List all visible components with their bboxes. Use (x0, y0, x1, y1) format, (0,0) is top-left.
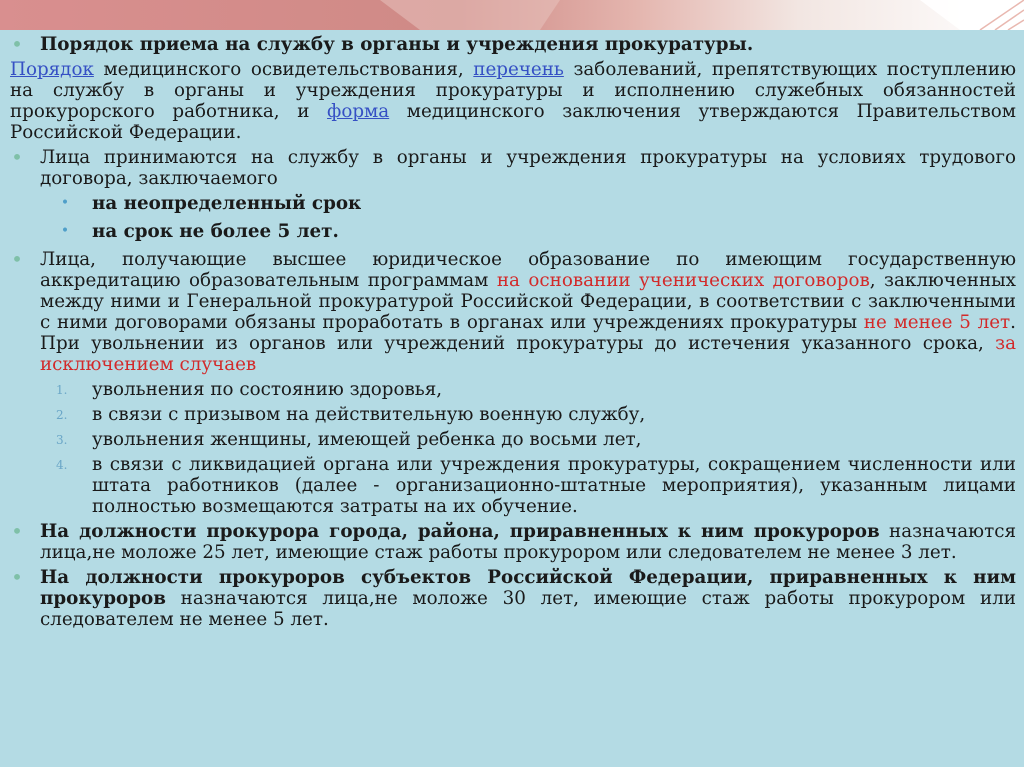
bold-text-fragment: На должности прокуроров субъектов Российской Федерации, приравненных к ним прокуроров (40, 567, 1016, 609)
employment-contract-text: Лица принимаются на службу в органы и учреждения прокуратуры на условиях трудового договора, заключаемого (40, 147, 1016, 189)
bullet-item-employment-contract (10, 147, 1016, 189)
item-text: увольнения по состоянию здоровья, (92, 379, 443, 400)
bullet-icon: • (11, 247, 23, 271)
numbered-item (10, 454, 1016, 517)
bullet-icon: • (11, 565, 23, 589)
numbered-item (10, 379, 1016, 400)
bold-text-fragment: На должности прокурора города, района, приравненных к ним прокуроров (40, 521, 880, 542)
paragraph-medical-exam (10, 59, 1016, 143)
sub-bullet-icon: • (60, 223, 70, 239)
text-fragment: назначаются лица,не моложе 30 лет, имеющие стаж работы прокурором или следователем не менее 5 лет. (40, 588, 1016, 630)
bullet-item-city-prosecutor (10, 521, 1016, 563)
item-number: 4. (56, 458, 68, 472)
item-text: в связи с призывом на действительную военную службу, (92, 404, 646, 425)
red-text-fragment: за исключением случаев (40, 333, 1016, 375)
item-text: в связи с ликвидацией органа или учреждения прокуратуры, сокращением численности или штата работников (далее - организационно-штатные мероприятия), указанным лицами полностью возмещаются затраты на их обучение. (92, 454, 1016, 517)
numbered-item (10, 404, 1016, 425)
procedure-title: Порядок приема на службу в органы и учреждения прокуратуры. (40, 34, 754, 55)
bullet-item-regional-prosecutor (10, 567, 1016, 630)
link-form[interactable]: форма (327, 101, 390, 122)
decorative-stripe (380, 0, 560, 30)
red-text-fragment: не менее 5 лет (863, 312, 1011, 333)
red-text-fragment: на основании ученических договоров (496, 270, 870, 291)
decorative-stripe (920, 0, 1024, 30)
item-number: 3. (56, 433, 68, 447)
sub-bullet-item (10, 221, 1016, 242)
bullet-icon: • (11, 145, 23, 169)
bullet-item-students (10, 249, 1016, 375)
text-fragment: заболеваний, препятствующих поступлению на службу в органы и учреждения прокуратуры и исполнению служебных обязанностей прокурорского работника, и (10, 59, 1016, 122)
item-number: 1. (56, 383, 68, 397)
link-procedure[interactable]: Порядок (10, 59, 94, 80)
text-fragment: . При увольнении из органов или учреждений прокуратуры до истечения указанного срока, (40, 312, 1016, 354)
text-fragment: Лица, получающие высшее юридическое образование по имеющим государственную аккредитацию образовательным программам (40, 249, 1016, 291)
slide-content (10, 34, 1016, 630)
text-fragment: медицинского заключения утверждаются Правительством Российской Федерации. (10, 101, 1016, 143)
text-fragment: , заключенных между ними и Генеральной прокуратурой Российской Федерации, в соответствии с заключенными с ними договорами обязаны проработать в органах или учреждениях прокуратуры (40, 270, 1016, 333)
sub-bullet-icon: • (60, 195, 70, 211)
sub-bullet-text: на неопределенный срок (92, 193, 362, 214)
text-fragment: назначаются лица,не моложе 25 лет, имеющие стаж работы прокурором или следователем не менее 3 лет. (40, 521, 1016, 563)
link-list[interactable]: перечень (473, 59, 564, 80)
item-text: увольнения женщины, имеющей ребенка до восьми лет, (92, 429, 642, 450)
item-number: 2. (56, 408, 68, 422)
decorative-top-band (0, 0, 1024, 30)
bullet-item-procedure-title (10, 34, 1016, 55)
numbered-item (10, 429, 1016, 450)
sub-bullet-text: на срок не более 5 лет. (92, 221, 339, 242)
bullet-icon: • (11, 519, 23, 543)
bullet-icon: • (11, 32, 23, 56)
decorative-stripes (0, 0, 1024, 30)
text-fragment: медицинского освидетельствования, (93, 59, 474, 80)
sub-bullet-item (10, 193, 1016, 214)
